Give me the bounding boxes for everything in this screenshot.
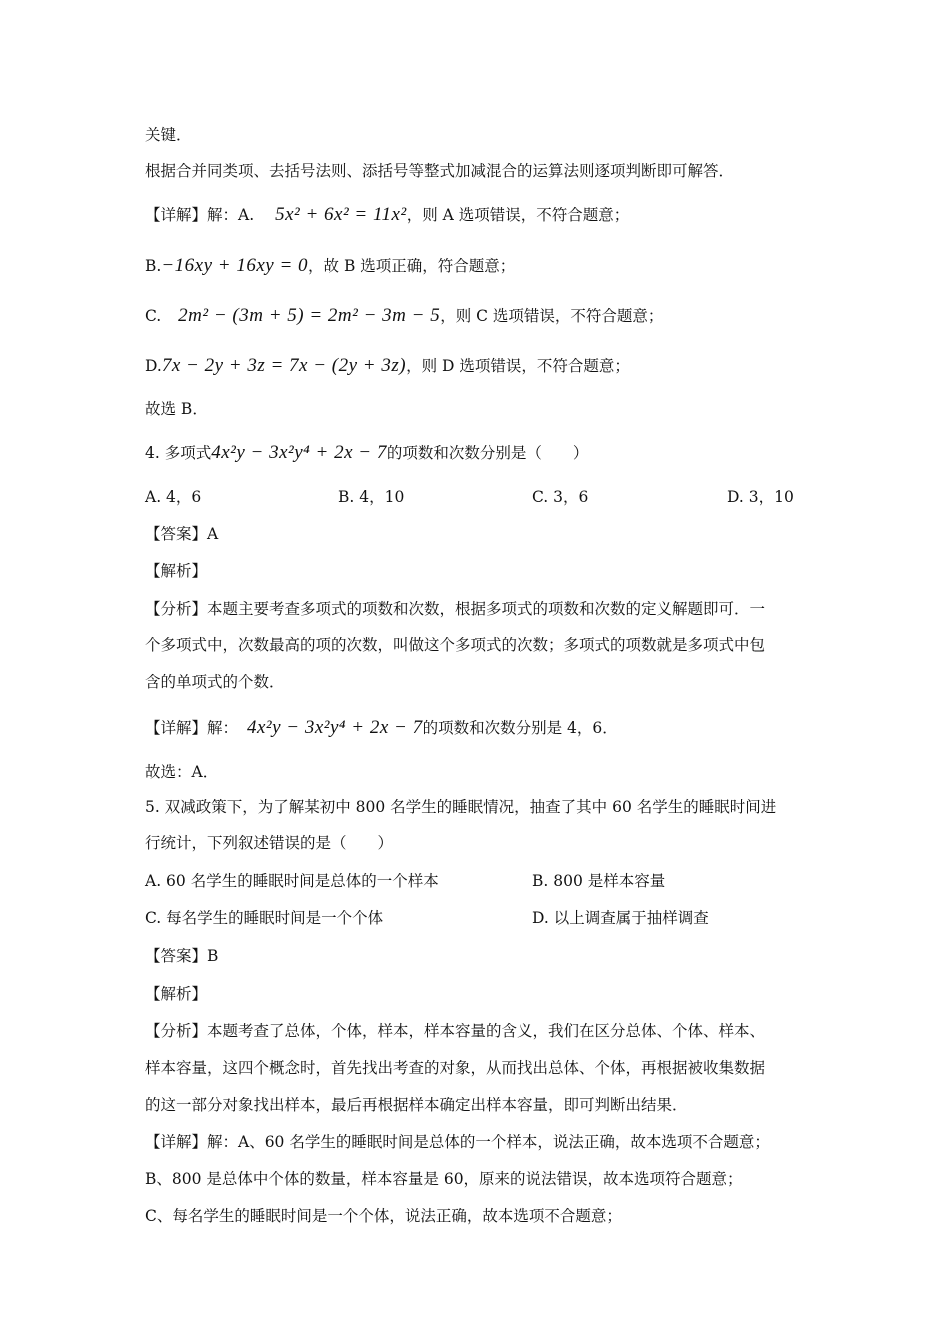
q3-detail-c-formula: 2m² − (3m + 5) = 2m² − 3m − 5 (178, 305, 441, 326)
q5-detail-line-3: C、每名学生的睡眠时间是一个个体，说法正确，故本选项不合题意； (145, 1207, 622, 1225)
q5-analysis-line-1: 【分析】本题考查了总体，个体，样本，样本容量的含义，我们在区分总体、个体、样本、 (145, 1022, 766, 1040)
q5-option-b: B. 800 是样本容量 (532, 872, 666, 890)
q4-stem (145, 442, 588, 464)
q5-option-a: A. 60 名学生的睡眠时间是总体的一个样本 (145, 872, 439, 890)
q4-analysis-line-3: 含的单项式的个数． (145, 673, 285, 691)
q4-option-d: D. 3，10 (727, 488, 794, 506)
q3-detail-c-prefix: C. (145, 307, 162, 325)
q4-detail-suffix: 的项数和次数分别是 4，6． (422, 719, 618, 737)
q3-detail-a-formula: 5x² + 6x² = 11x² (275, 204, 407, 225)
q3-detail-a-suffix: ，则 A 选项错误，不符合题意； (406, 206, 630, 224)
q3-detail-b (145, 255, 515, 277)
q3-detail-d (145, 355, 630, 377)
q4-option-b: B. 4，10 (338, 488, 405, 506)
q4-option-c: C. 3，6 (532, 488, 589, 506)
q4-analysis-label: 【解析】 (145, 562, 208, 580)
q4-detail-prefix: 【详解】解： (145, 719, 239, 737)
q5-answer: 【答案】B (145, 947, 219, 965)
q4-detail-formula: 4x²y − 3x²y⁴ + 2x − 7 (246, 717, 423, 738)
q4-conclusion: 故选：A． (145, 763, 219, 781)
q3-detail-a (145, 204, 629, 226)
intro-line-1: 关键． (145, 126, 192, 144)
q4-detail (145, 717, 618, 739)
q3-detail-d-suffix: ，则 D 选项错误，不符合题意； (406, 357, 630, 375)
q4-option-a: A. 4，6 (145, 488, 202, 506)
q5-analysis-line-2: 样本容量，这四个概念时，首先找出考查的对象，从而找出总体、个体，再根据被收集数据 (145, 1059, 766, 1077)
q4-stem-suffix: 的项数和次数分别是（ ） (386, 444, 589, 462)
intro-line-2: 根据合并同类项、去括号法则、添括号等整式加减混合的运算法则逐项判断即可解答． (145, 162, 735, 180)
q4-analysis-line-1: 【分析】本题主要考查多项式的项数和次数，根据多项式的项数和次数的定义解题即可．一 (145, 600, 766, 618)
q3-detail-b-suffix: ，故 B 选项正确，符合题意； (308, 257, 516, 275)
q4-analysis-line-2: 个多项式中，次数最高的项的次数，叫做这个多项式的次数；多项式的项数就是多项式中包 (145, 636, 766, 654)
q5-option-c: C. 每名学生的睡眠时间是一个个体 (145, 909, 384, 927)
q5-analysis-label: 【解析】 (145, 985, 208, 1003)
q4-answer: 【答案】A (145, 525, 219, 543)
q3-detail-c (145, 305, 663, 327)
q5-stem-line-2: 行统计，下列叙述错误的是（ ） (145, 834, 394, 852)
q3-detail-d-formula: 7x − 2y + 3z = 7x − (2y + 3z) (161, 355, 407, 376)
q3-detail-d-prefix: D. (145, 357, 162, 375)
q3-detail-a-prefix: 【详解】解：A. (145, 206, 255, 224)
q3-detail-b-formula: −16xy + 16xy = 0 (161, 255, 309, 276)
q3-detail-c-suffix: ，则 C 选项错误，不符合题意； (440, 307, 664, 325)
q5-detail-line-1: 【详解】解：A、60 名学生的睡眠时间是总体的一个样本，说法正确，故本选项不合题意； (145, 1133, 770, 1151)
q3-detail-b-prefix: B. (145, 257, 162, 275)
q5-detail-line-2: B、800 是总体中个体的数量，样本容量是 60，原来的说法错误，故本选项符合题意； (145, 1170, 743, 1188)
q5-option-d: D. 以上调查属于抽样调查 (532, 909, 709, 927)
q5-analysis-line-3: 的这一部分对象找出样本，最后再根据样本确定出样本容量，即可判断出结果． (145, 1096, 688, 1114)
q3-conclusion: 故选 B． (145, 400, 208, 418)
q4-stem-formula: 4x²y − 3x²y⁴ + 2x − 7 (211, 442, 387, 463)
q5-stem-line-1: 5. 双减政策下，为了解某初中 800 名学生的睡眠情况，抽查了其中 60 名学生的睡眠时间进 (145, 798, 777, 816)
q4-stem-prefix: 4. 多项式 (145, 444, 212, 462)
